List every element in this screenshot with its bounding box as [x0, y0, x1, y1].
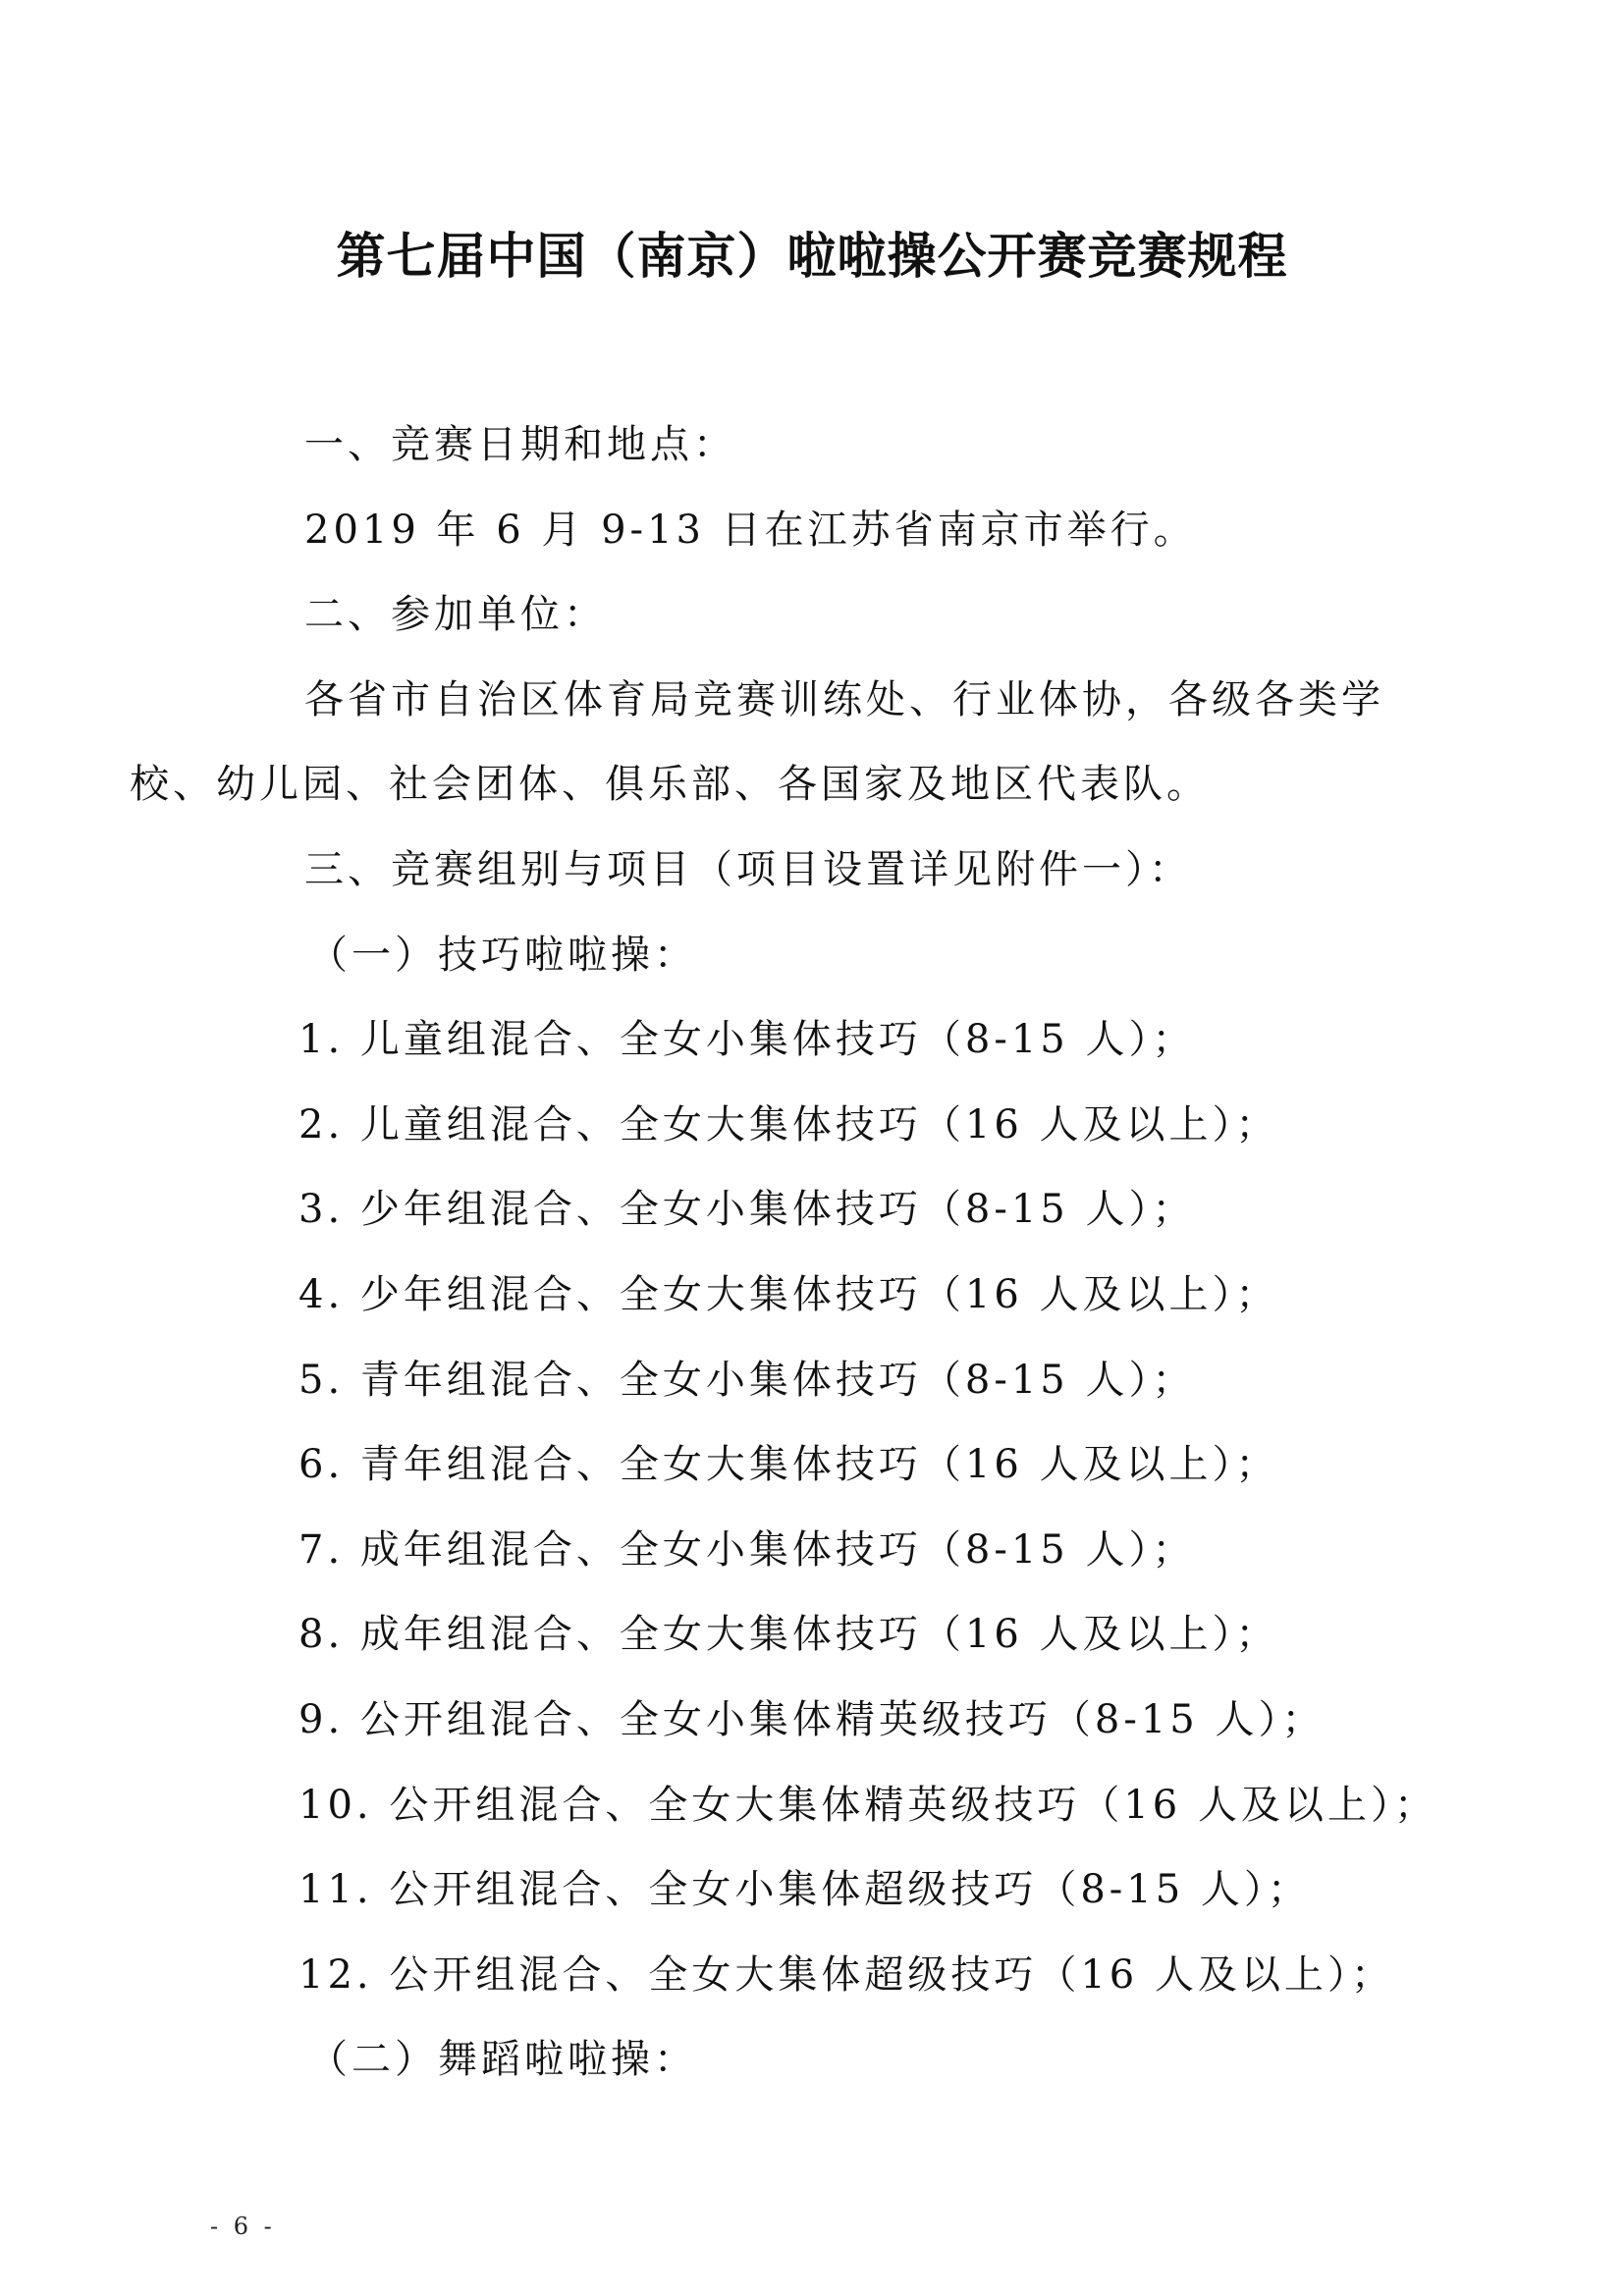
paragraph-date-location: 2019 年 6 月 9-13 日在江苏省南京市举行。: [304, 507, 1197, 553]
section-heading-groups-events: 三、竞赛组别与项目（项目设置详见附件一）：: [304, 846, 1192, 892]
document-body: [130, 402, 1437, 2103]
list-item: 2. 儿童组混合、全女大集体技巧（16 人及以上）；: [298, 1101, 1279, 1148]
page-number: - 6 -: [210, 2213, 276, 2240]
list-item: 8. 成年组混合、全女大集体技巧（16 人及以上）；: [298, 1612, 1279, 1658]
list-item: 11. 公开组混合、全女小集体超级技巧（8-15 人）；: [298, 1867, 1311, 1913]
list-item: 6. 青年组混合、全女大集体技巧（16 人及以上）；: [298, 1442, 1279, 1488]
paragraph-participants-line-1: 各省市自治区体育局竞赛训练处、行业体协，各级各类学: [304, 676, 1384, 722]
list-item: 10. 公开组混合、全女大集体精英级技巧（16 人及以上）；: [298, 1782, 1437, 1828]
list-item: 9. 公开组混合、全女小集体精英级技巧（8-15 人）；: [298, 1696, 1326, 1742]
paragraph-participants-line-2: 校、幼儿园、社会团体、俱乐部、各国家及地区代表队。: [130, 762, 1210, 808]
section-heading-date-location: 一、竞赛日期和地点：: [304, 422, 736, 467]
list-item: 1. 儿童组混合、全女小集体技巧（8-15 人）；: [298, 1017, 1196, 1063]
list-item: 7. 成年组混合、全女小集体技巧（8-15 人）；: [298, 1526, 1196, 1573]
subsection-heading-skill-cheer: （一）技巧啦啦操：: [308, 932, 697, 978]
list-item: 12. 公开组混合、全女大集体超级技巧（16 人及以上）；: [298, 1951, 1394, 1998]
list-item: 3. 少年组混合、全女小集体技巧（8-15 人）；: [298, 1187, 1196, 1233]
document-title: 第七届中国（南京）啦啦操公开赛竞赛规程: [336, 228, 1288, 285]
subsection-heading-dance-cheer: （二）舞蹈啦啦操：: [308, 2037, 697, 2083]
section-heading-participants: 二、参加单位：: [304, 592, 607, 638]
list-item: 4. 少年组混合、全女大集体技巧（16 人及以上）；: [298, 1271, 1279, 1317]
list-item: 5. 青年组混合、全女小集体技巧（8-15 人）；: [298, 1357, 1196, 1403]
